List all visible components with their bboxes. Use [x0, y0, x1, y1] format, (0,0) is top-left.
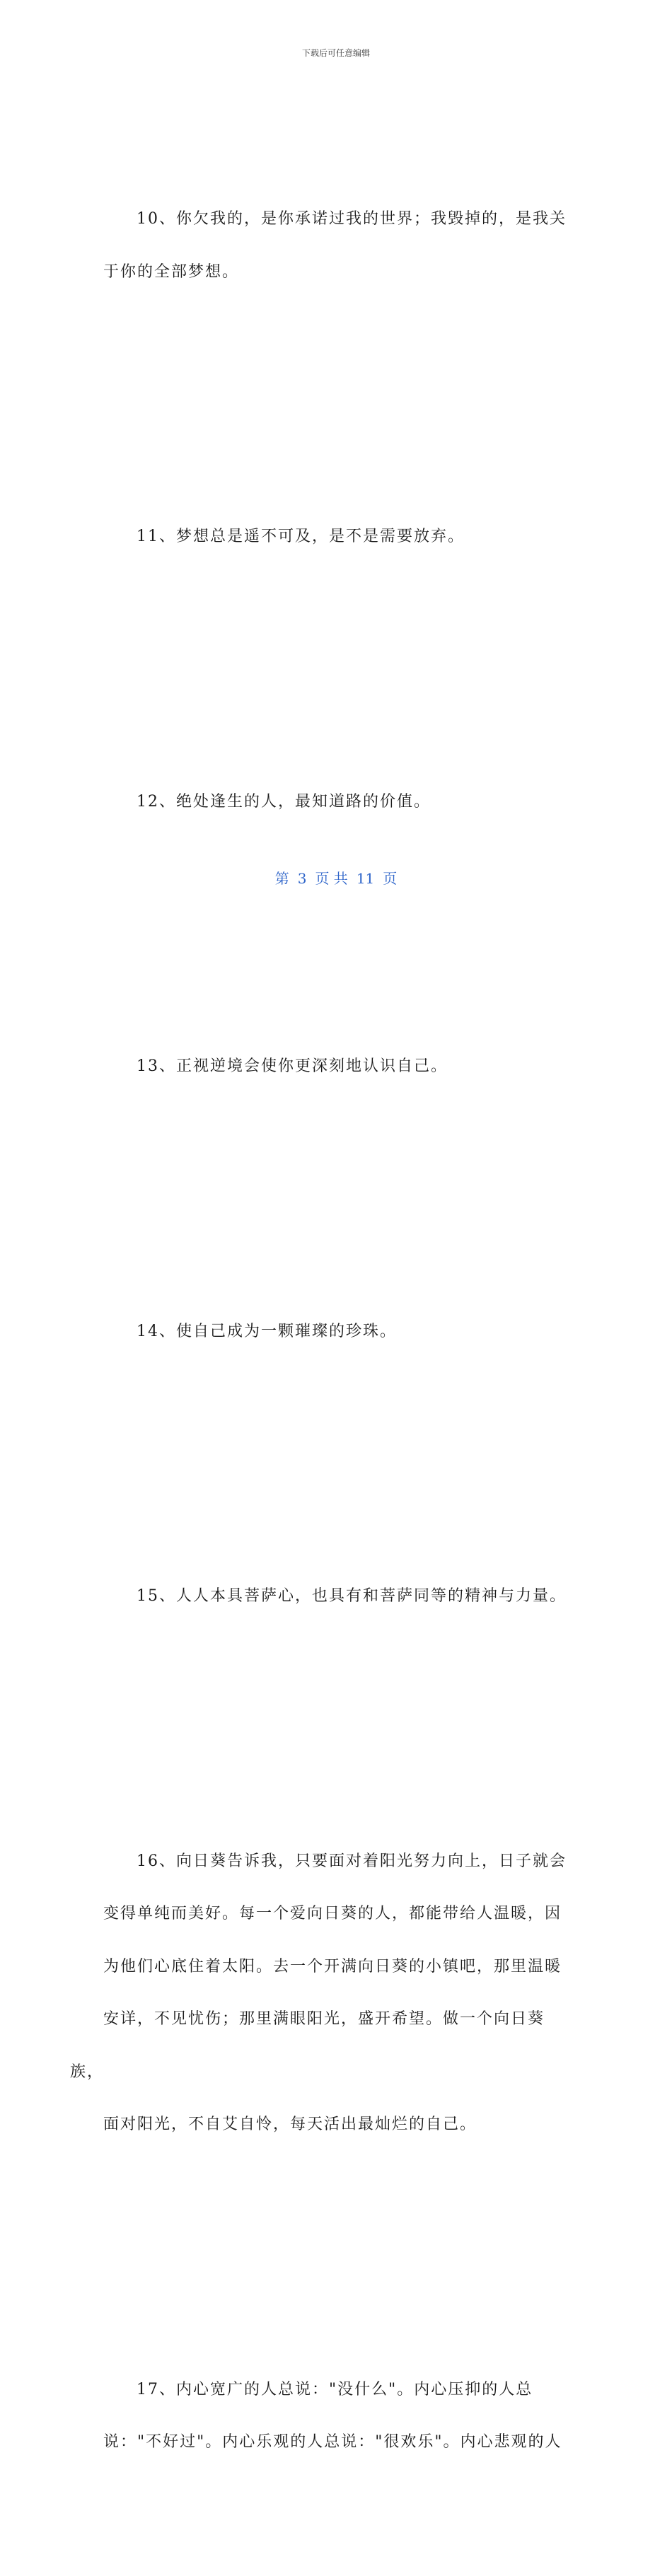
- paragraph-line: 14、使自己成为一颗璀璨的珍珠。: [137, 1322, 397, 1340]
- paragraph-line: 为他们心底住着太阳。去一个开满向日葵的小镇吧，那里温暖: [103, 1957, 562, 1975]
- paragraph-13: [103, 935, 570, 1199]
- paragraph-17: [103, 2258, 570, 2575]
- paragraph-line: 16、向日葵告诉我，只要面对着阳光努力向上，日子就会: [137, 1852, 567, 1870]
- footer-suffix: 页: [383, 870, 398, 887]
- document-body: [70, 88, 570, 2576]
- footer-mid: 页 共: [315, 870, 348, 887]
- paragraph-15: [103, 1465, 570, 1729]
- page-header-note: 下载后可任意编辑: [301, 48, 370, 58]
- paragraph-line: 15、人人本具菩萨心，也具有和菩萨同等的精神与力量。: [137, 1587, 567, 1605]
- paragraph-line: 13、正视逆境会使你更深刻地认识自己。: [137, 1057, 448, 1075]
- paragraph-line: 17、内心宽广的人总说："没什么"。内心压抑的人总: [137, 2380, 533, 2398]
- paragraph-10: [103, 88, 570, 404]
- paragraph-line: 面对阳光，不自艾自怜，每天活出最灿烂的自己。: [103, 2116, 477, 2133]
- paragraph-line: 变得单纯而美好。每一个爱向日葵的人，都能带给人温暖，因: [103, 1905, 562, 1922]
- paragraph-16: [70, 1730, 570, 2257]
- paragraph-line: 说："不好过"。内心乐观的人总说："很欢乐"。内心悲观的人: [103, 2433, 562, 2451]
- paragraph-line: 12、绝处逢生的人，最知道路的价值。: [137, 792, 431, 811]
- paragraph-12: [103, 671, 570, 934]
- paragraph-line: 11、梦想总是遥不可及，是不是需要放弃。: [137, 528, 465, 545]
- paragraph-line: 10、你欠我的，是你承诺过我的世界；我毁掉的，是我关: [137, 210, 567, 228]
- footer-total-pages: 11: [356, 870, 375, 887]
- footer-prefix: 第: [274, 870, 289, 887]
- paragraph-line: 安详，不见忧伤；那里满眼阳光，盛开希望。做一个向日葵族，: [70, 2010, 545, 2081]
- paragraph-14: [103, 1200, 570, 1464]
- paragraph-11: [103, 405, 570, 669]
- page-footer: [0, 867, 672, 888]
- paragraph-line: 于你的全部梦想。: [103, 262, 240, 281]
- footer-page-number: 3: [297, 870, 307, 887]
